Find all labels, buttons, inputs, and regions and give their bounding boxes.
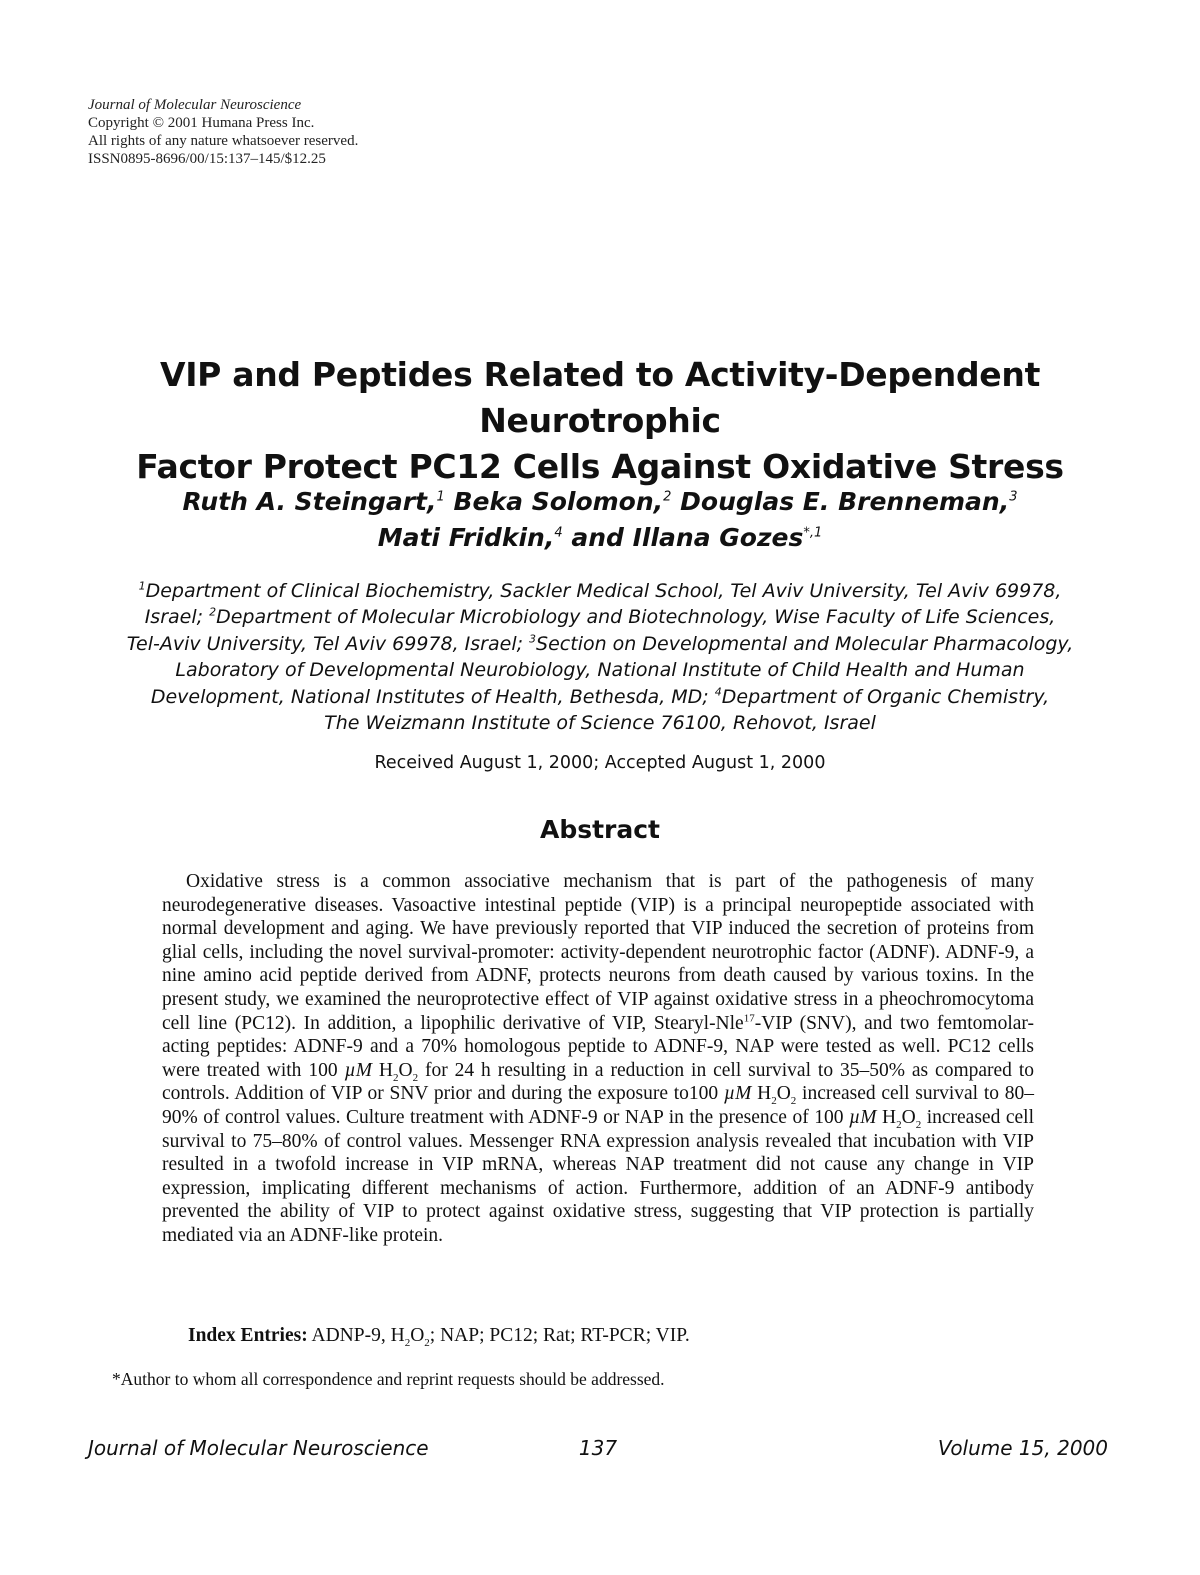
affil-text-2b: Tel-Aviv University, Tel Aviv 69978, Israel; [126,632,530,655]
abstract-o-1: O [398,1059,413,1081]
author-list [60,484,1140,556]
title-line-1: VIP and Peptides Related to Activity-Dependent Neurotrophic [159,355,1041,440]
abstract-unit-1: µM [344,1059,372,1081]
affil-line-5 [40,684,1160,710]
masthead [88,96,358,168]
author-gozes: and Illana Gozes [571,523,804,552]
abstract-text-1: Oxidative stress is a common associative mechanism that is part of the pathogenesis of many neurodegenerative diseases. Vasoactive intestinal peptide (VIP) is a principal neuropeptide associated with normal development and aging. We have previously reported that VIP induced the secretion of proteins from glial cells, including the novel survival-promoter: activity-dependent neurotrophic factor (ADNF). ADNF-9, a nine amino acid peptide derived from ADNF, protects neurons from death caused by various toxins. In the present study, we examined the neuroprotective effect of VIP against oxidative stress in a pheochromocytoma cell line (PC12). In addition, a lipophilic derivative of VIP, Stearyl-Nle [162,871,1034,1034]
abstract-sub-3b: 2 [915,1118,922,1131]
abstract-o-3: O [901,1106,916,1128]
author-solomon: Beka Solomon, [453,487,664,516]
abstract-h-1: H [371,1059,393,1081]
abstract-text-3: for 24 h resulting in a reduction in cell survival to 35–50% as compared to controls. Addition of VIP or SNV prior and during the exposure to100 [162,1059,1034,1105]
index-entries-pre: ADNP-9, H [307,1325,405,1346]
affil-marker-2: 2 [209,606,217,620]
affiliations [40,578,1160,736]
affil-marker-1: 1 [138,579,146,593]
affil-line-4: Laboratory of Developmental Neurobiology, National Institute of Child Health and Human [175,659,1025,682]
abstract-sub-3a: 2 [896,1118,902,1131]
affil-text-3: Section on Developmental and Molecular Pharmacology, [536,632,1074,655]
affil-line-1 [40,578,1160,604]
abstract-sub-1b: 2 [412,1071,419,1084]
abstract-text-4: increased cell survival to 80–90% of control values. Culture treatment with ADNF-9 or NAP in the presence of 100 [162,1083,1034,1128]
masthead-issn: ISSN0895-8696/00/15:137–145/$12.25 [88,151,326,167]
affil-text-1b: Israel; [144,606,210,629]
affil-marker-4: 4 [714,685,722,699]
author-steingart-affil: 1 [436,489,445,505]
author-brenneman-affil: 3 [1009,489,1018,505]
author-fridkin-affil: 4 [554,525,563,541]
index-entries [188,1324,690,1348]
affil-text-1: Department of Clinical Biochemistry, Sackler Medical School, Tel Aviv University, Tel Aviv 69978, [145,580,1062,602]
masthead-journal: Journal of Molecular Neuroscience [88,97,302,113]
abstract-unit-2: µM [723,1083,752,1105]
abstract-o-2: O [776,1083,791,1105]
paper-title [60,352,1140,490]
footer-volume: Volume 15, 2000 [937,1436,1108,1460]
author-line-1 [60,484,1140,520]
abstract-sup-17: 17 [743,1012,755,1025]
title-line-2: Factor Protect PC12 Cells Against Oxidative Stress [136,447,1064,486]
author-brenneman: Douglas E. Brenneman, [680,487,1010,516]
abstract-text-5: increased cell survival to 75–80% of control values. Messenger RNA expression analysis revealed that incubation with VIP resulted in a twofold increase in VIP mRNA, whereas NAP treatment did not cause any change in VIP expression, implicating different mechanisms of action. Furthermore, addition of an ADNF-9 antibody prevented the ability of VIP to protect against oxidative stress, suggesting that VIP protection is partially mediated via an ADNF-like protein. [162,1106,1034,1246]
abstract-sub-2b: 2 [790,1095,797,1108]
page-footer [88,1434,1108,1462]
author-fridkin: Mati Fridkin, [377,523,555,552]
abstract-sub-1a: 2 [392,1071,399,1084]
correspondence-footnote: *Author to whom all correspondence and reprint requests should be addressed. [112,1369,665,1389]
abstract-h-2: H [751,1083,772,1105]
author-gozes-affil: *,1 [803,525,823,541]
affil-line-3 [40,631,1160,657]
abstract-h-3: H [876,1106,897,1128]
author-line-2 [60,520,1140,556]
affil-text-4: Department of Organic Chemistry, [721,685,1050,708]
author-solomon-affil: 2 [663,489,672,505]
received-dates: Received August 1, 2000; Accepted August 1, 2000 [374,753,826,773]
abstract-heading: Abstract [539,815,661,844]
index-o: O [410,1325,425,1346]
index-sub-1: 2 [404,1336,411,1349]
abstract-body [162,870,1034,1248]
affil-text-2: Department of Molecular Microbiology and Biotechnology, Wise Faculty of Life Sciences, [216,606,1056,629]
footer-journal: Journal of Molecular Neuroscience [88,1436,429,1460]
index-sub-2: 2 [424,1336,430,1349]
footer-page-number: 137 [578,1436,618,1460]
author-steingart: Ruth A. Steingart, [182,487,437,516]
index-entries-label: Index Entries: [188,1325,308,1346]
affil-line-2 [40,604,1160,630]
index-entries-post: ; NAP; PC12; Rat; RT-PCR; VIP. [429,1325,690,1346]
masthead-copyright: Copyright © 2001 Humana Press Inc. [88,115,315,131]
affil-text-3c: Development, National Institutes of Health, Bethesda, MD; [150,685,715,708]
abstract-text-2: -VIP (SNV), and two femtomolar-acting peptides: ADNF-9 and a 70% homologous peptide to ADNF-9, NAP were tested as well. PC12 cells were treated with 100 [162,1012,1034,1081]
affil-line-6: The Weizmann Institute of Science 76100, Rehovot, Israel [324,712,876,735]
affil-marker-3: 3 [529,632,537,646]
masthead-rights: All rights of any nature whatsoever reserved. [88,133,359,149]
abstract-unit-3: µM [849,1106,877,1128]
abstract-sub-2a: 2 [771,1095,777,1108]
